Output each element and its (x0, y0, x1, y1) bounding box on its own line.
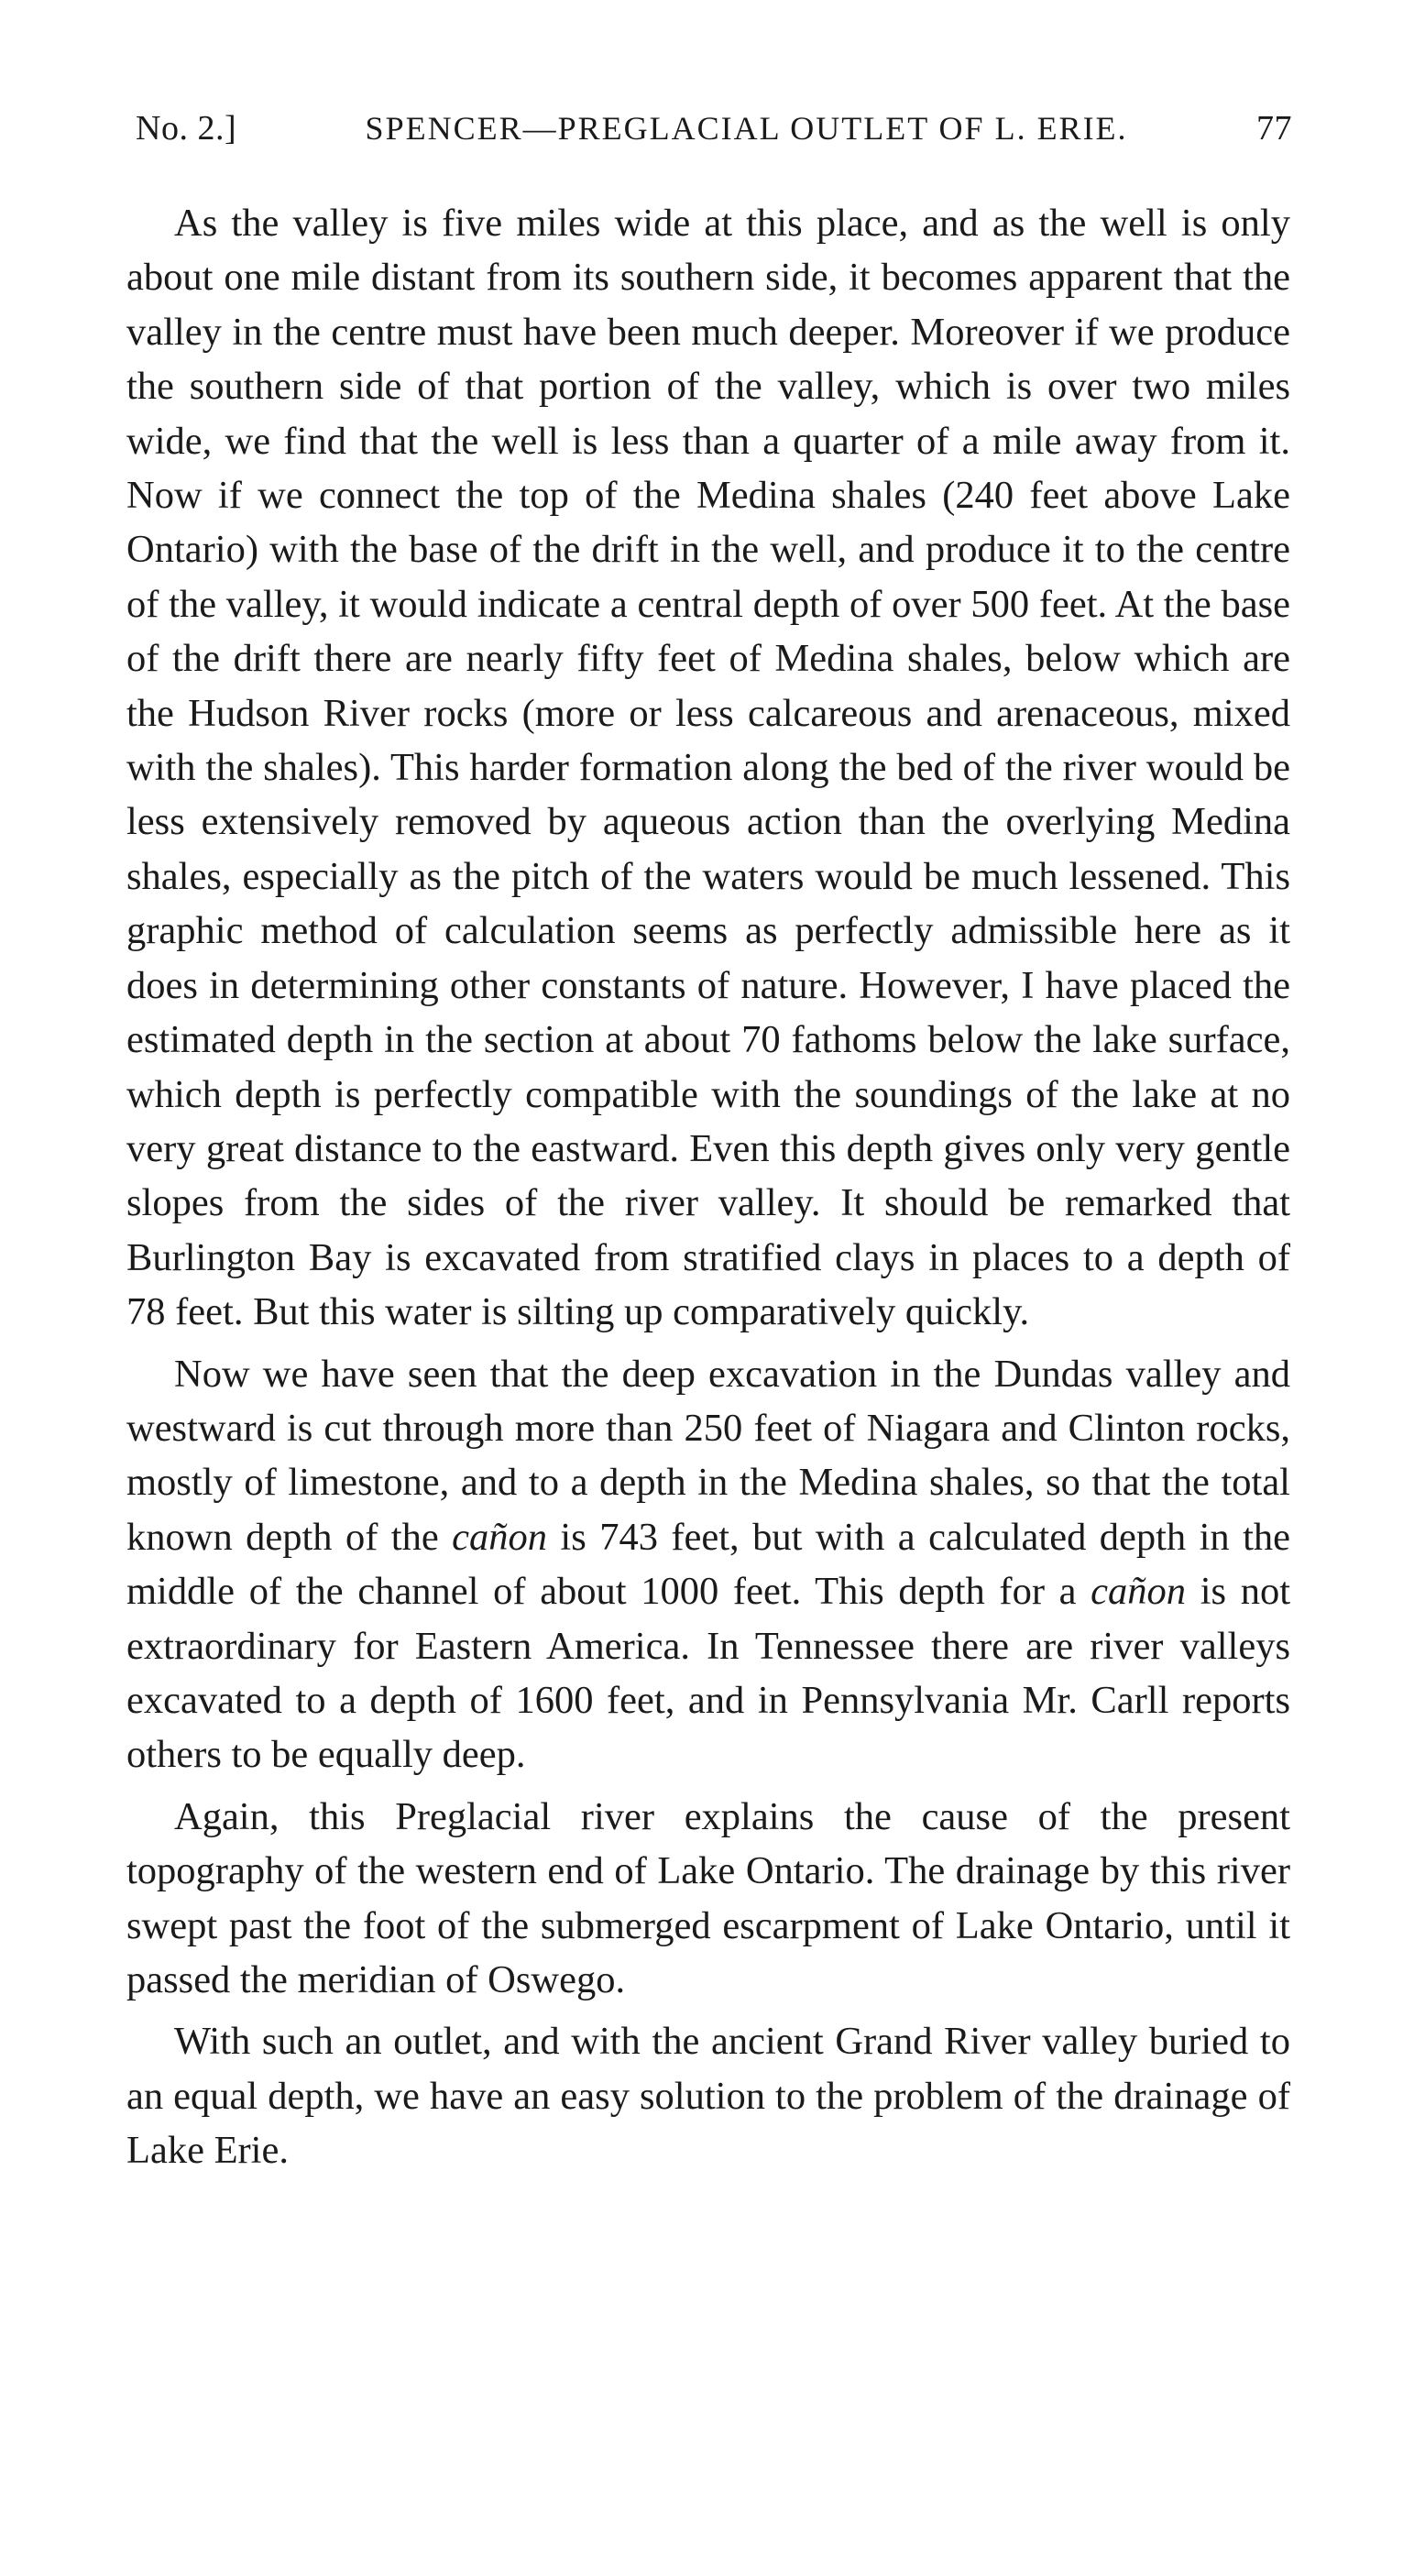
page-number: 77 (1256, 109, 1292, 148)
paragraph-2-part-2: is 743 feet, but with a calculated depth in the middle of the channel of about 1000 feet. This depth for a (126, 1515, 1290, 1614)
paragraph-2-part-1: Now we have seen that the deep excavation in the Dundas valley and westward is cut through more than 250 feet of Niagara and Clinton rocks, mostly of limestone, and to a depth in the Medina shales, so that the total known depth of the (126, 1352, 1290, 1559)
issue-number: No. 2.] (136, 109, 237, 148)
paragraph-3: Again, this Preglacial river explains the cause of the present topography of the western end of Lake Ontario. The drainage by this river swept past the foot of the submerged escarpment of Lake Ontario, until it passed the meridian of Oswego. (126, 1794, 1290, 2001)
body-text (126, 196, 1290, 2178)
canon-term: cañon (452, 1515, 547, 1559)
running-title: SPENCER—PREGLACIAL OUTLET OF L. ERIE. (365, 110, 1128, 147)
running-head (136, 108, 1292, 163)
canon-term: cañon (1091, 1570, 1187, 1614)
paragraph-2-part-3: is not extraordinary for Eastern America. In Tennessee there are river valleys excavated to a depth of 1600 feet, and in Pennsylvania Mr. Carll reports others to be equally deep. (126, 1570, 1290, 1777)
paragraph-1: As the valley is five miles wide at this place, and as the well is only about one mile distant from its southern side, it becomes apparent that the valley in the centre must have been much deeper. Moreover if we produce the southern side of that portion of the valley, which is over two miles wide, we find that the well is less than a quarter of a mile away from it. Now if we connect the top of the Medina shales (240 feet above Lake Ontario) with the base of the drift in the well, and produce it to the centre of the valley, it would indicate a central depth of over 500 feet. At the base of the drift there are nearly fifty feet of Medina shales, below which are the Hudson River rocks (more or less calcareous and arenaceous, mixed with the shales). This harder formation along the bed of the river would be less extensively removed by aqueous action than the overlying Medina shales, especially as the pitch of the waters would be much lessened. This graphic method of calculation seems as perfectly admissible here as it does in determining other constants of nature. However, I have placed the estimated depth in the section at about 70 fathoms below the lake surface, which depth is perfectly compatible with the soundings of the lake at no very great distance to the eastward. Even this depth gives only very gentle slopes from the sides of the river valley. It should be remarked that Burlington Bay is excavated from stratified clays in places to a depth of 78 feet. But this water is silting up comparatively quickly. (126, 202, 1290, 1334)
paragraph-2 (126, 1347, 1290, 1782)
paragraph-4: With such an outlet, and with the ancient Grand River valley buried to an equal depth, we have an easy solution to the problem of the drainage of Lake Erie. (126, 2020, 1290, 2173)
